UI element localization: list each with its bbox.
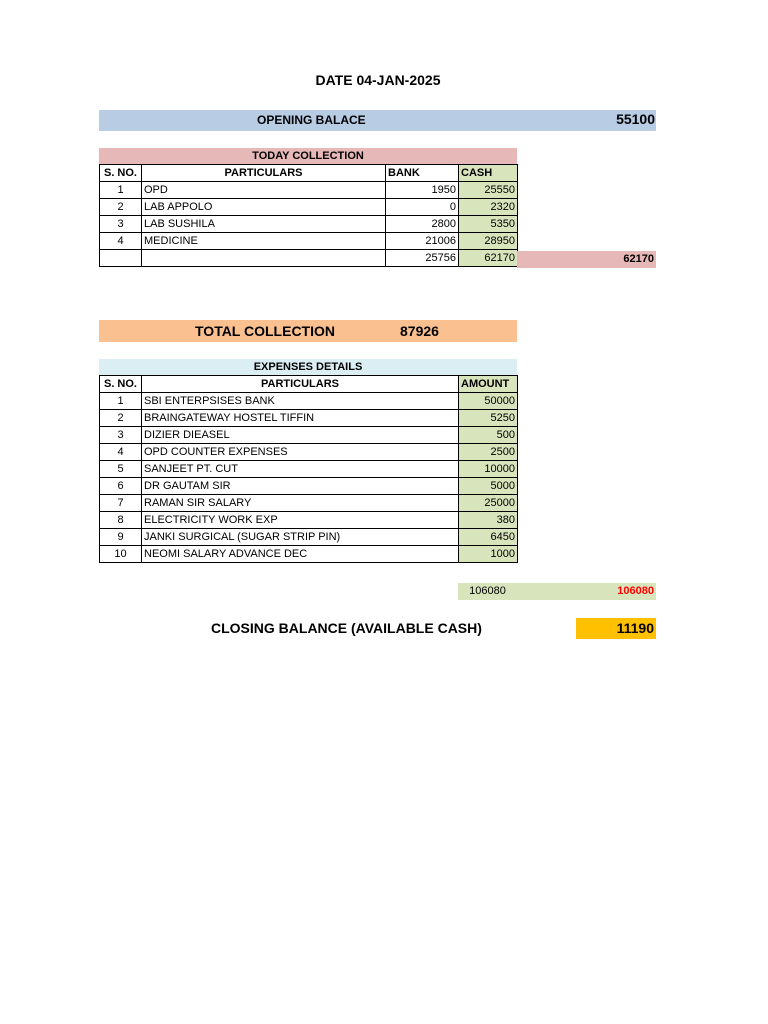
cash-total: 62170 bbox=[459, 250, 518, 267]
table-row bbox=[100, 199, 518, 216]
today-collection-table bbox=[99, 164, 518, 267]
total-collection-value: 87926 bbox=[400, 323, 439, 339]
table-row bbox=[100, 546, 518, 563]
cell-sno: 2 bbox=[100, 199, 142, 216]
cell-sno: 7 bbox=[100, 495, 142, 512]
cell-amount: 380 bbox=[459, 512, 518, 529]
table-row bbox=[100, 393, 518, 410]
table-row bbox=[100, 182, 518, 199]
cell-cash: 2320 bbox=[459, 199, 518, 216]
table-row bbox=[100, 512, 518, 529]
today-collection-header: TODAY COLLECTION bbox=[99, 148, 517, 164]
cell-particulars: MEDICINE bbox=[142, 233, 386, 250]
cell-bank: 1950 bbox=[386, 182, 459, 199]
cell-particulars: OPD COUNTER EXPENSES bbox=[142, 444, 459, 461]
closing-balance-box bbox=[576, 618, 656, 639]
closing-balance-value: 11190 bbox=[616, 620, 654, 636]
column-header-particulars: PARTICULARS bbox=[142, 165, 386, 182]
cell-particulars: BRAINGATEWAY HOSTEL TIFFIN bbox=[142, 410, 459, 427]
closing-balance-label: CLOSING BALANCE (AVAILABLE CASH) bbox=[211, 620, 482, 636]
total-collection-label: TOTAL COLLECTION bbox=[195, 323, 335, 339]
cell-sno: 3 bbox=[100, 427, 142, 444]
cell-particulars: ELECTRICITY WORK EXP bbox=[142, 512, 459, 529]
page-title: DATE 04-JAN-2025 bbox=[315, 72, 441, 88]
expenses-side-total bbox=[517, 583, 656, 600]
column-header-cash: CASH bbox=[459, 165, 518, 182]
cell-sno: 6 bbox=[100, 478, 142, 495]
table-row bbox=[100, 478, 518, 495]
cell-sno: 1 bbox=[100, 393, 142, 410]
cell-bank: 21006 bbox=[386, 233, 459, 250]
table-row bbox=[100, 444, 518, 461]
cell-empty bbox=[142, 250, 386, 267]
opening-balance-label: OPENING BALACE bbox=[257, 113, 366, 127]
cell-bank: 2800 bbox=[386, 216, 459, 233]
cell-sno: 5 bbox=[100, 461, 142, 478]
cell-amount: 5250 bbox=[459, 410, 518, 427]
cell-sno: 8 bbox=[100, 512, 142, 529]
column-header-particulars: PARTICULARS bbox=[142, 376, 459, 393]
cell-amount: 5000 bbox=[459, 478, 518, 495]
today-collection-side-total bbox=[517, 251, 656, 268]
table-row bbox=[100, 216, 518, 233]
cell-sno: 1 bbox=[100, 182, 142, 199]
table-header-row bbox=[100, 376, 518, 393]
expenses-side-total-value: 106080 bbox=[617, 585, 654, 597]
cell-amount: 25000 bbox=[459, 495, 518, 512]
cell-empty bbox=[100, 250, 142, 267]
opening-balance-value: 55100 bbox=[616, 111, 655, 127]
cell-cash: 25550 bbox=[459, 182, 518, 199]
cell-sno: 2 bbox=[100, 410, 142, 427]
table-totals-row bbox=[100, 250, 518, 267]
cell-amount: 6450 bbox=[459, 529, 518, 546]
cell-sno: 4 bbox=[100, 233, 142, 250]
today-collection-side-total-value: 62170 bbox=[623, 253, 654, 265]
cell-sno: 9 bbox=[100, 529, 142, 546]
cell-particulars: LAB APPOLO bbox=[142, 199, 386, 216]
table-row bbox=[100, 495, 518, 512]
cell-amount: 50000 bbox=[459, 393, 518, 410]
cell-amount: 10000 bbox=[459, 461, 518, 478]
column-header-amount: AMOUNT bbox=[459, 376, 518, 393]
cell-particulars: JANKI SURGICAL (SUGAR STRIP PIN) bbox=[142, 529, 459, 546]
column-header-sno: S. NO. bbox=[100, 376, 142, 393]
cell-cash: 5350 bbox=[459, 216, 518, 233]
cell-amount: 500 bbox=[459, 427, 518, 444]
cell-particulars: RAMAN SIR SALARY bbox=[142, 495, 459, 512]
expenses-details-header: EXPENSES DETAILS bbox=[99, 359, 517, 375]
cell-particulars: DR GAUTAM SIR bbox=[142, 478, 459, 495]
table-row bbox=[100, 529, 518, 546]
table-header-row bbox=[100, 165, 518, 182]
table-row bbox=[100, 410, 518, 427]
cell-particulars: LAB SUSHILA bbox=[142, 216, 386, 233]
cell-particulars: NEOMI SALARY ADVANCE DEC bbox=[142, 546, 459, 563]
expenses-table bbox=[99, 375, 518, 563]
cell-particulars: SBI ENTERPSISES BANK bbox=[142, 393, 459, 410]
cell-cash: 28950 bbox=[459, 233, 518, 250]
cell-particulars: DIZIER DIEASEL bbox=[142, 427, 459, 444]
opening-balance-band bbox=[99, 110, 656, 131]
cell-particulars: SANJEET PT. CUT bbox=[142, 461, 459, 478]
table-row bbox=[100, 461, 518, 478]
column-header-bank: BANK bbox=[386, 165, 459, 182]
cell-bank: 0 bbox=[386, 199, 459, 216]
bank-total: 25756 bbox=[386, 250, 459, 267]
cell-amount: 2500 bbox=[459, 444, 518, 461]
column-header-sno: S. NO. bbox=[100, 165, 142, 182]
cell-sno: 3 bbox=[100, 216, 142, 233]
table-row bbox=[100, 233, 518, 250]
cell-sno: 10 bbox=[100, 546, 142, 563]
cell-particulars: OPD bbox=[142, 182, 386, 199]
table-row bbox=[100, 427, 518, 444]
cell-sno: 4 bbox=[100, 444, 142, 461]
expenses-total: 106080 bbox=[458, 583, 517, 600]
cell-amount: 1000 bbox=[459, 546, 518, 563]
